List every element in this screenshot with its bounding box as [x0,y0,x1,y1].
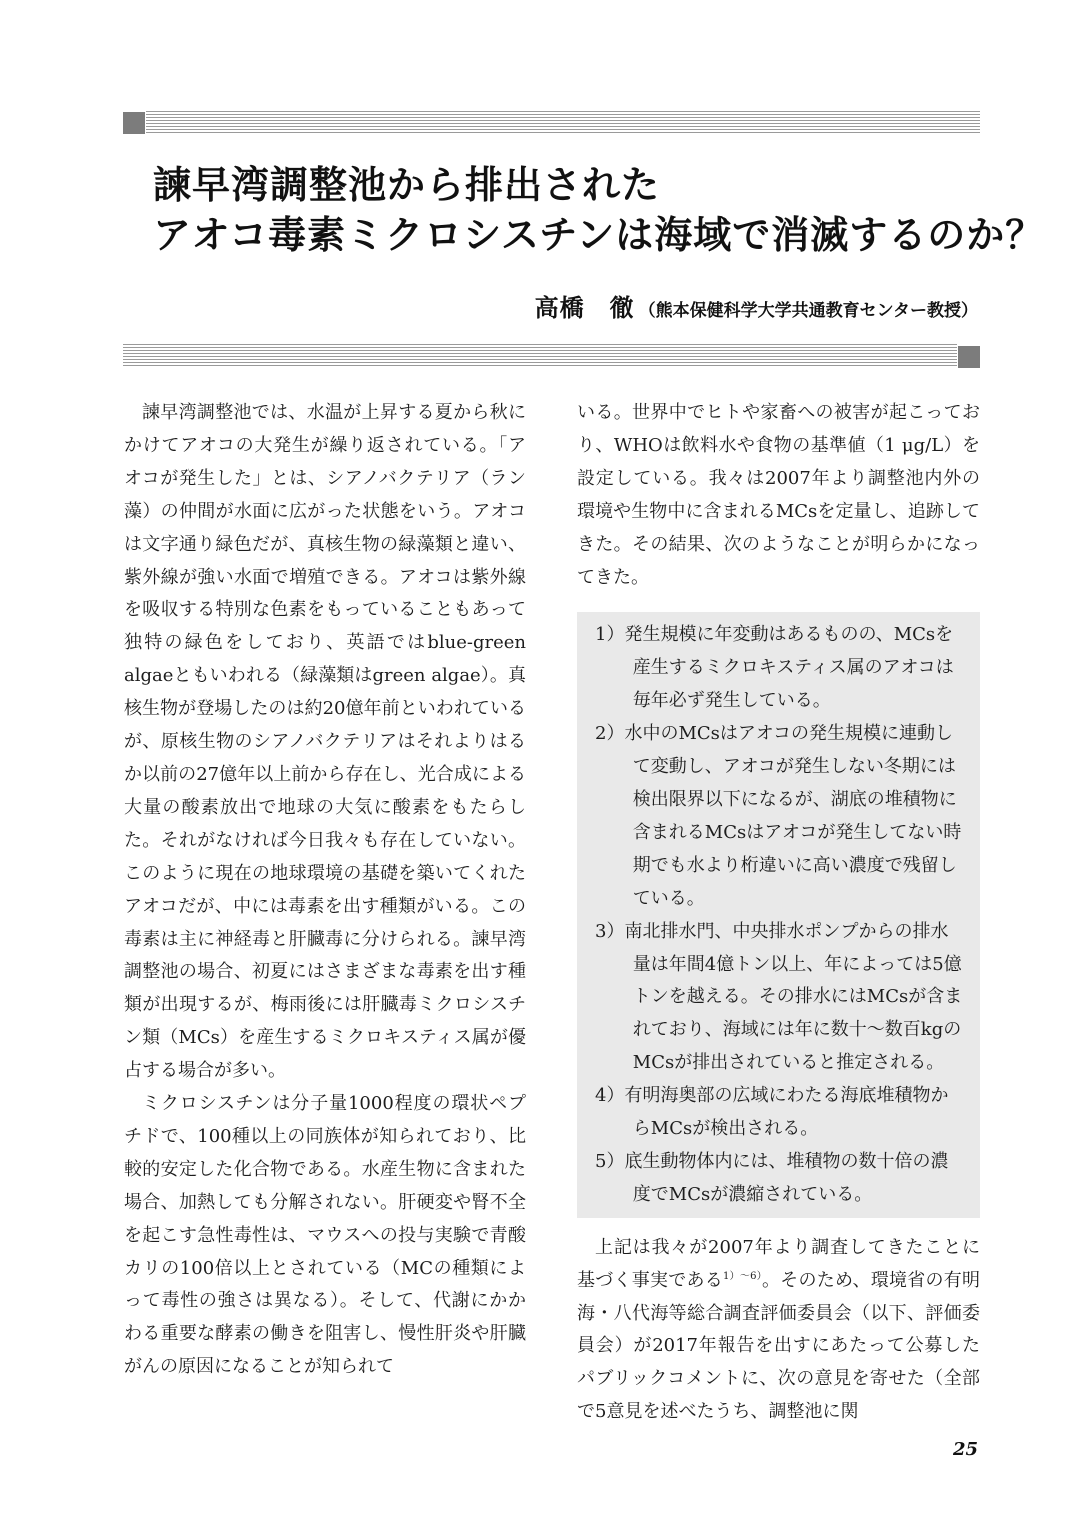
reference-superscript: 1）～6） [723,1270,762,1282]
article-title [153,160,1044,260]
author-name: 高橋 徹 [534,294,635,322]
paragraph-microcystin: ミクロシスチンは分子量1000程度の環状ペプチドで、100種以上の同族体が知られており、比較的安定した化合物である。水産生物に含まれた場合、加熱しても分解されない。肝硬変や腎不全を起こす急性毒性は、マウスへの投与実験で青酸カリの100倍以上とされている（MCの種類によって毒性の強さは異なる）。そして、代謝にかかわる重要な酵素の働きを阻害し、慢性肝炎や肝臓がんの原因になることが知られて [124,1093,526,1378]
author-affiliation: （熊本保健科学大学共通教育センター教授） [638,301,978,321]
page-number: 25 [952,1439,978,1460]
finding-item: 3）南北排水門、中央排水ポンプからの排水量は年間4億トン以上、年によっては5億トンを越える。その排水にはMCsが含まれており、海域には年に数十～数百kgのMCsが排出されていると推定される。 [595,920,963,1074]
finding-item: 2）水中のMCsはアオコの発生規模に連動して変動し、アオコが発生しない冬期には検出限界以下になるが、湖底の堆積物に含まれるMCsはアオコが発生してない時期でも水より桁違いに高い濃度で残留している。 [595,723,962,909]
header-square-bottom [958,346,980,368]
title-line-2: アオコ毒素ミクロシスチンは海域で消滅するのか？ [153,213,1045,257]
findings-box [577,612,980,1217]
paragraph-text-before-ref: 上記は我々が2007年より調査してきたことに基づく事実である [577,1236,980,1291]
left-column [124,397,526,1384]
header-rule-bottom [123,344,957,368]
finding-item: 4）有明海奥部の広域にわたる海底堆積物からMCsが検出される。 [595,1085,949,1140]
byline [535,288,978,323]
right-column [577,397,980,1429]
header-square-top [123,112,145,134]
paragraph-continued: いる。世界中でヒトや家畜への被害が起こっており、WHOは飲料水や食物の基準値（1 μg/L）を設定している。我々は2007年より調整池内外の環境や生物中に含まれるMCsを定量し、追跡してきた。その結果、次のようなことが明らかになってきた。 [577,402,980,588]
title-line-1: 諫早湾調整池から排出された [153,163,661,207]
paragraph-text-after-ref: 。そのため、環境省の有明海・八代海等総合調査評価委員会（以下、評価委員会）が2017年報告を出すにあたって公募したパブリックコメントに、次の意見を寄せた（全部で5意見を述べたうち、調整池に関 [577,1269,981,1423]
paragraph-intro: 諫早湾調整池では、水温が上昇する夏から秋にかけてアオコの大発生が繰り返されている。「アオコが発生した」とは、シアノバクテリア（ラン藻）の仲間が水面に広がった状態をいう。アオコは文字通り緑色だが、真核生物の緑藻類と違い、紫外線が強い水面で増殖できる。アオコは紫外線を吸収する特別な色素をもっていることもあって独特の緑色をしており、英語ではblue-green algaeともいわれる（緑藻類はgreen algae）。真核生物が登場したのは約20億年前といわれているが、原核生物のシアノバクテリアはそれよりはるか以前の27億年以上前から存在し、光合成による大量の酸素放出で地球の大気に酸素をもたらした。それがなければ今日我々も存在していない。このように現在の地球環境の基礎を築いてくれたアオコだが、中には毒素を出す種類がいる。この毒素は主に神経毒と肝臓毒に分けられる。諫早湾調整池の場合、初夏にはさまざまな毒素を出す種類が出現するが、梅雨後には肝臓毒ミクロシスチン類（MCs）を産生するミクロキスティス属が優占する場合が多い。 [124,402,526,1082]
paragraph-public-comment [577,1232,980,1429]
header-rule-top [146,111,980,135]
finding-item: 1）発生規模に年変動はあるものの、MCsを産生するミクロキスティス属のアオコは毎年必ず発生している。 [595,624,954,712]
finding-item: 5）底生動物体内には、堆積物の数十倍の濃度でMCsが濃縮されている。 [595,1150,949,1205]
